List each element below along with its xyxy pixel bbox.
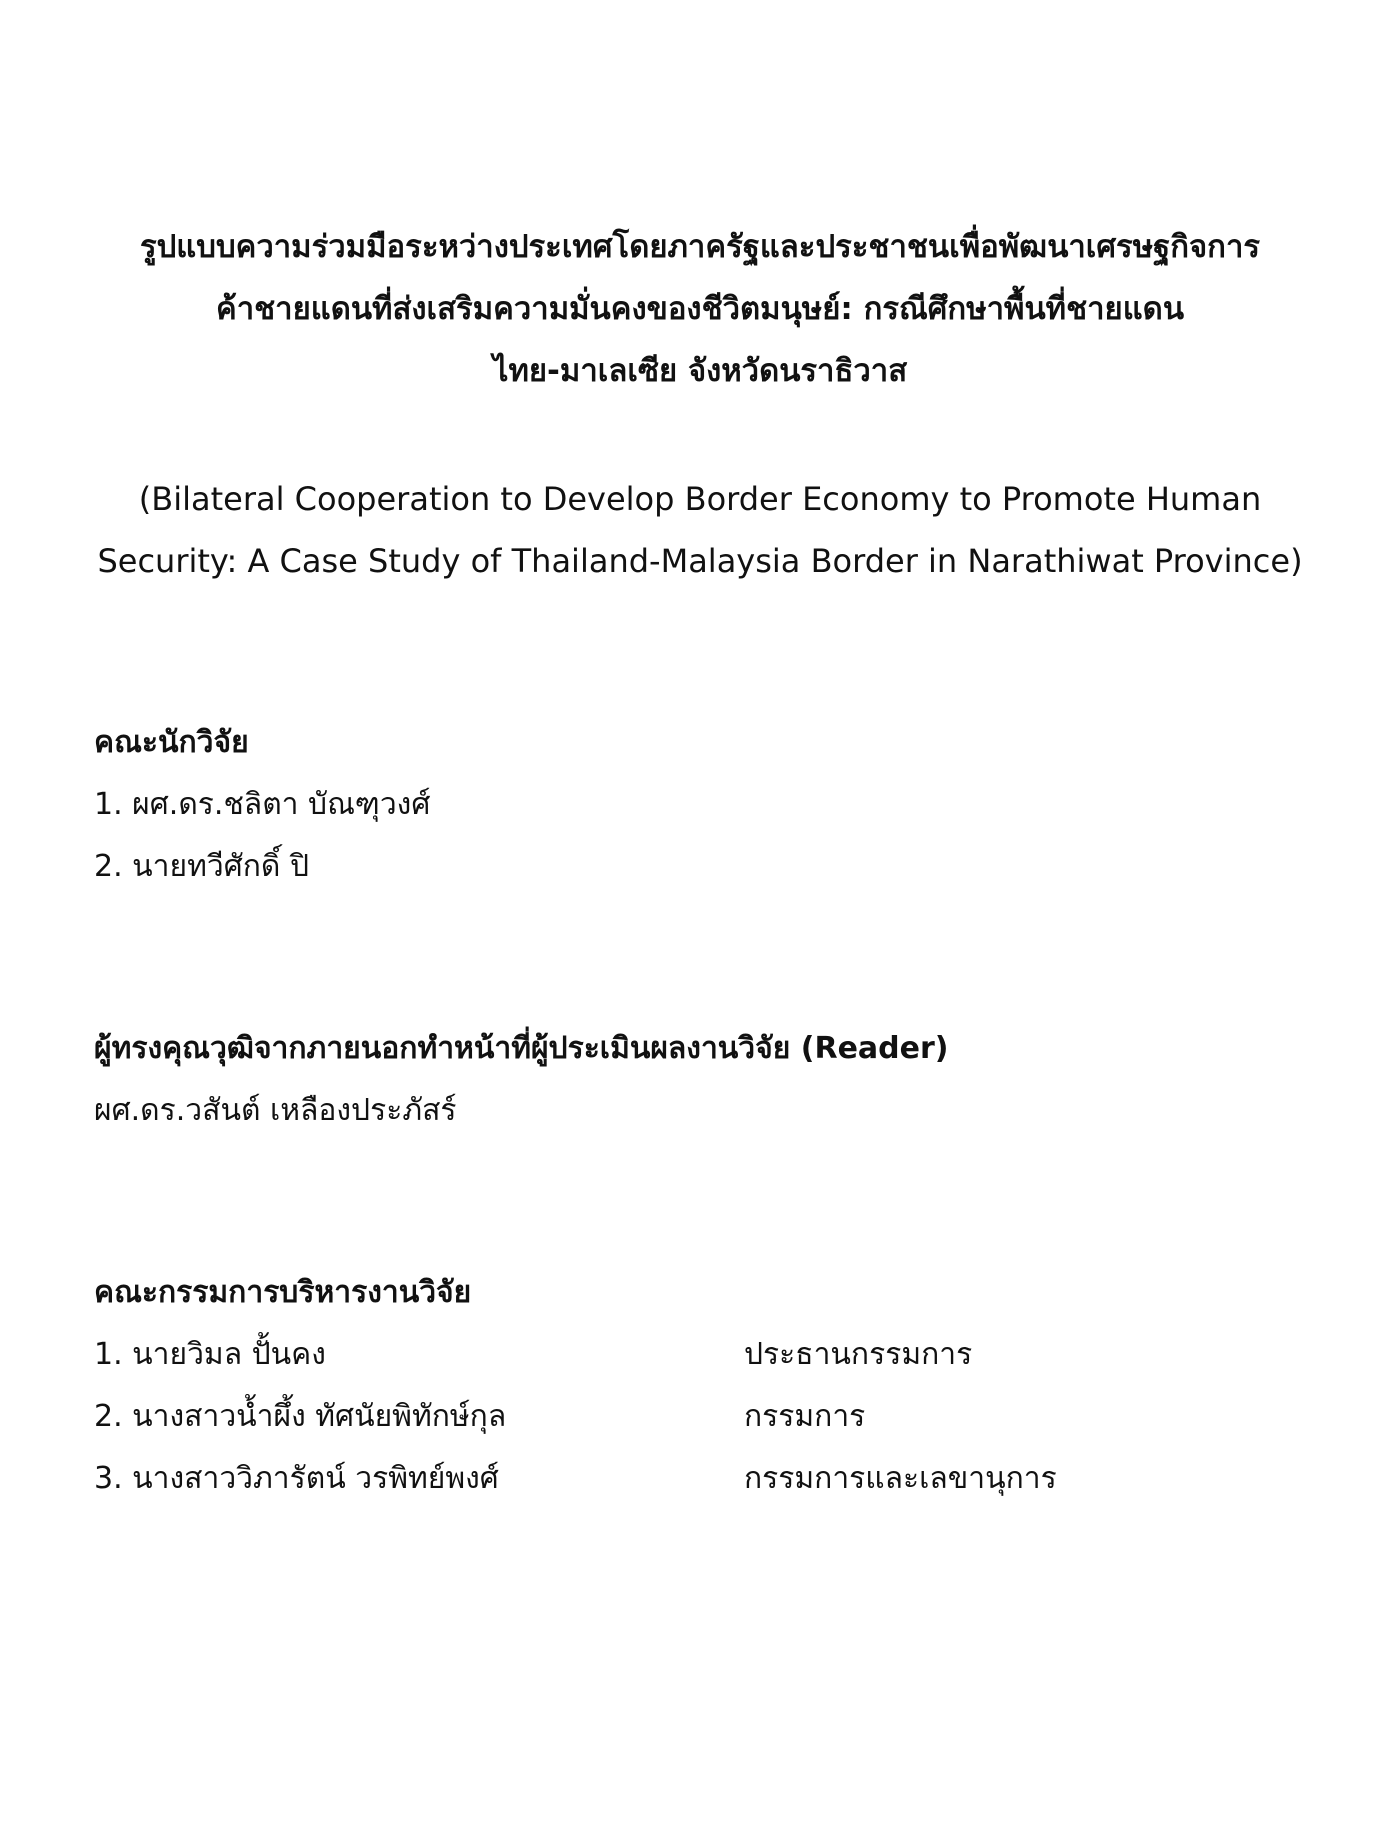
committee-member-name: 1. นายวิมล ปั้นคง (94, 1337, 326, 1372)
english-title (80, 468, 1320, 592)
committee-section (94, 1262, 1324, 1510)
english-title-line-1: (Bilateral Cooperation to Develop Border Economy to Promote Human (138, 480, 1262, 518)
thai-title-line-2: ค้าชายแดนที่ส่งเสริมความมั่นคงของชีวิตมนุษย์: กรณีศึกษาพื้นที่ชายแดน (215, 291, 1185, 327)
researcher-item: 2. นายทวีศักดิ์ ปิ (94, 849, 309, 884)
committee-row (94, 1386, 1324, 1448)
committee-heading: คณะกรรมการบริหารงานวิจัย (94, 1275, 472, 1310)
reader-heading: ผู้ทรงคุณวุฒิจากภายนอกทำหน้าที่ผู้ประเมินผลงานวิจัย (Reader) (94, 1031, 949, 1066)
researcher-item: 1. ผศ.ดร.ชลิตา บัณฑุวงศ์ (94, 787, 431, 822)
committee-member-role: กรรมการ (744, 1399, 866, 1434)
thai-title-line-3: ไทย-มาเลเซีย จังหวัดนราธิวาส (492, 353, 908, 389)
researchers-heading: คณะนักวิจัย (94, 725, 249, 760)
thai-title (80, 216, 1320, 402)
committee-member-role: ประธานกรรมการ (744, 1337, 973, 1372)
committee-member-role: กรรมการและเลขานุการ (744, 1461, 1057, 1496)
committee-member-name: 3. นางสาววิภารัตน์ วรพิทย์พงศ์ (94, 1461, 499, 1496)
english-title-line-2: Security: A Case Study of Thailand-Malaysia Border in Narathiwat Province) (97, 542, 1303, 580)
committee-member-name: 2. นางสาวน้ำผึ้ง ทัศนัยพิทักษ์กุล (94, 1399, 507, 1434)
thai-title-line-1: รูปแบบความร่วมมือระหว่างประเทศโดยภาครัฐและประชาชนเพื่อพัฒนาเศรษฐกิจการ (139, 229, 1261, 265)
committee-row (94, 1448, 1324, 1510)
researchers-section (94, 712, 1324, 898)
reader-name: ผศ.ดร.วสันต์ เหลืองประภัสร์ (94, 1093, 457, 1128)
committee-row (94, 1324, 1324, 1386)
reader-section (94, 1018, 1324, 1142)
